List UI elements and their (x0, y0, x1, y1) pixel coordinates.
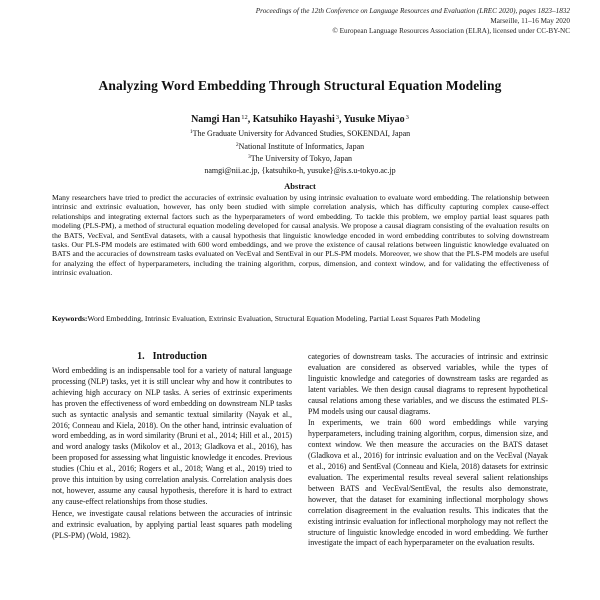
author-affiliation-mark: 12 (241, 114, 248, 121)
paragraph: Word embedding is an indispensable tool for a variety of natural language processing (NLP) tasks, yet it is still unclear why and how it contributes to achieving high accuracy on NLP tasks. A series of extrinsic experiments has proven the effectiveness of word embedding on downstream NLP tasks such as syntactic analysis and semantic textual similarity (Nayak et al., 2016; Conneau and Kiela, 2018). On the other hand, intrinsic evaluation of word embedding, as in word similarity (Bruni et al., 2014; Hill et al., 2015) and word analogy tasks (Mikolov et al., 2013; Gladkova et al., 2016), has been proposed for assessing what linguistic knowledge it encodes. Previous studies (Chiu et al., 2016; Rogers et al., 2018; Wang et al., 2019) tried to prove this intuition by using correlation analysis. Correlation analysis does not, however, assume any causal hypothesis, therefore it is hard to extract any cause-effect relationships from those studies. (52, 366, 292, 506)
author-separator: , (247, 114, 253, 125)
affiliation-line (0, 127, 600, 140)
author-affiliation-mark: 3 (405, 114, 409, 121)
abstract-text: Many researchers have tried to predict the accuracies of extrinsic evaluation by using intrinsic evaluation to evaluate word embedding. The relationship between intrinsic and extrinsic evaluation, however, has only been studied with simple correlation analysis, which has difficulty capturing complex cause-effect relationships and integrating external factors such as the hyperparameters of word embedding. To tackle this problem, we employ partial least squares path modeling (PLS-PM), a method of structural equation modeling developed for causal analysis. We propose a causal diagram consisting of the evaluation results on the BATS, VecEval, and SentEval datasets, with a causal hypothesis that linguistic knowledge encoded in word embedding contributes to solving downstream tasks. Our PLS-PM models are estimated with 600 word embeddings, and we prove the existence of causal relations between linguistic knowledge evaluated on BATS and the accuracies of downstream tasks evaluated on VecEval and SentEval in our PLS-PM models. Moreover, we show that the PLS-PM models are useful for analyzing the effect of hyperparameters, including the training algorithm, corpus, dimension, and context window, and for validating the effectiveness of intrinsic evaluation. (52, 193, 549, 278)
keywords (52, 314, 549, 323)
affiliation-text: The Graduate University for Advanced Studies, SOKENDAI, Japan (192, 129, 411, 138)
keywords-text: Word Embedding, Intrinsic Evaluation, Extrinsic Evaluation, Structural Equation Modeling, Partial Least Squares Path Modeling (87, 314, 481, 323)
author-name: Katsuhiko Hayashi (252, 114, 335, 125)
author-list (0, 114, 600, 125)
affiliation-mark: 1 (189, 129, 193, 135)
proceedings-location: Marseille, 11–16 May 2020 (490, 17, 570, 25)
section-title: Introduction (152, 351, 207, 362)
paragraph: Hence, we investigate causal relations between the accuracies of intrinsic and extrinsic evaluation, by applying partial least squares path modeling (PLS-PM) (Wold, 1982). (52, 508, 292, 540)
author-affiliation-mark: 3 (335, 114, 339, 121)
keywords-label: Keywords: (52, 314, 88, 323)
author-separator: , (338, 114, 344, 125)
affiliation-mark: 2 (235, 141, 239, 148)
affiliation-line (0, 140, 600, 153)
affiliation-text: National Institute of Informatics, Japan (238, 141, 365, 151)
section-heading-introduction (52, 351, 292, 362)
author-name: Yusuke Miyao (343, 114, 405, 125)
affiliation-line (0, 152, 600, 165)
proceedings-license: © European Language Resources Association (ELRA), licensed under CC-BY-NC (332, 27, 570, 35)
right-column (308, 352, 548, 600)
author-name: Namgi Han (191, 114, 241, 125)
paper-title: Analyzing Word Embedding Through Structural Equation Modeling (98, 78, 502, 93)
proceedings-header (210, 6, 570, 36)
author-emails: namgi@nii.ac.jp, {katsuhiko-h, yusuke}@is.s.u-tokyo.ac.jp (204, 165, 396, 175)
left-column (52, 366, 292, 600)
affiliation-text: The University of Tokyo, Japan (250, 154, 353, 163)
paragraph: In experiments, we train 600 word embeddings while varying hyperparameters, including training algorithm, corpus, dimension size, and context window. We then measure the accuracies on the BATS dataset (Gladkova et al., 2016) for intrinsic evaluation and on the VecEval (Nayak et al., 2016) and SentEval (Conneau and Kiela, 2018) datasets for extrinsic evaluation. The experimental results reveal several salient relationships between BATS and VecEval/SentEval, the results also demonstrate, however, that the dataset for examining inflectional morphology shows correlation disagreement in the evaluation results. This indicates that the existing intrinsic evaluation for inflectional morphology may not reflect the structure of linguistic knowledge encoded in word embedding. We further investigate the impact of each hyperparameter on the evaluation results. (308, 418, 548, 548)
proceedings-citation: Proceedings of the 12th Conference on Language Resources and Evaluation (LREC 2020), pages 1823–1832 (255, 7, 570, 15)
section-number: 1. (137, 351, 145, 362)
affiliation-mark: 3 (247, 154, 251, 160)
paragraph: categories of downstream tasks. The accuracies of intrinsic and extrinsic evaluation are considered as observed variables, while the types of linguistic knowledge and categories of downstream tasks are regarded as latent variables. We then design causal diagrams to represent hypothetical causal relations among these variables, and we discuss the estimated PLS-PM models using our causal diagrams. (308, 352, 548, 416)
abstract-heading: Abstract (284, 181, 316, 191)
affiliations (0, 127, 600, 176)
